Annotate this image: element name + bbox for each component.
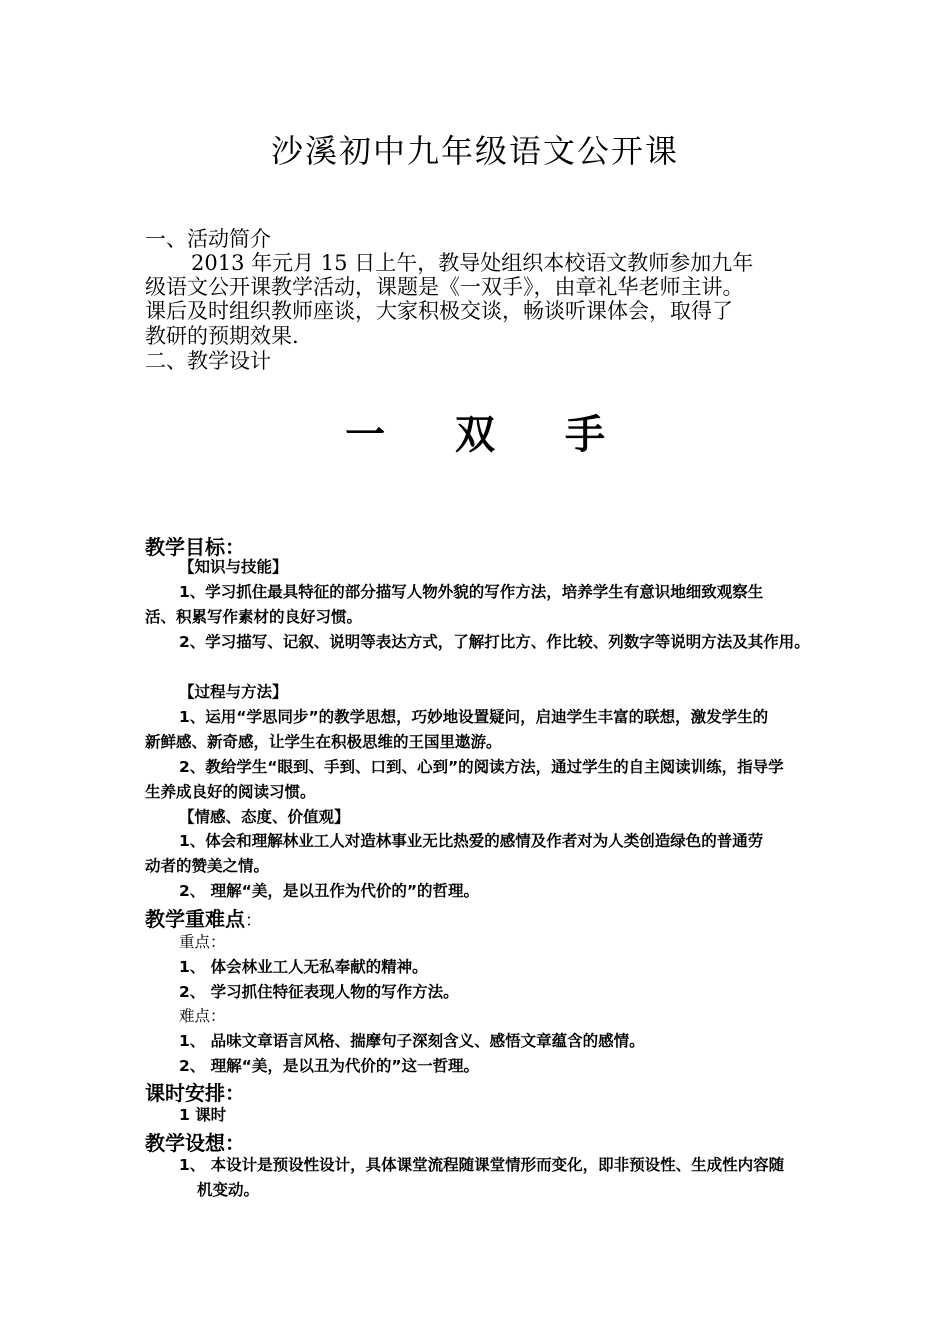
- process-item-2-line-2: 生养成良好的阅读习惯。: [145, 783, 316, 801]
- section-heading-activity: 一、活动简介: [145, 227, 271, 251]
- lesson-title-char: 一: [345, 412, 386, 458]
- lesson-title-char: 手: [564, 412, 605, 458]
- focus-item-2: 2、 学习抓住特征表现人物的写作方法。: [179, 983, 459, 1001]
- difficulty-label: 难点：: [179, 1007, 226, 1025]
- lesson-title-char: 双: [455, 412, 495, 458]
- design-item-1-line-2: 机变动。: [197, 1181, 260, 1199]
- key-points-heading-text: 教学重难点: [145, 907, 245, 931]
- process-item-2-line-1: 2、教给学生“眼到、手到、口到、心到”的阅读方法，通过学生的自主阅读训练，指导学: [179, 758, 784, 776]
- knowledge-item-2: 2、学习描写、记叙、说明等表达方式，了解打比方、作比较、列数字等说明方法及其作用。: [179, 633, 810, 651]
- emotion-heading: 【情感、态度、价值观】: [179, 808, 350, 826]
- objectives-heading: 教学目标：: [145, 535, 245, 559]
- design-item-1-line-1: 1、 本设计是预设性设计，具体课堂流程随课堂情形而变化，即非预设性、生成性内容随: [179, 1156, 785, 1174]
- document-title: 沙溪初中九年级语文公开课: [270, 132, 679, 170]
- intro-line-3: 课后及时组织教师座谈，大家积极交谈，畅谈听课体会，取得了: [145, 299, 733, 323]
- difficulty-item-1: 1、 品味文章语言风格、揣摩句子深刻含义、感悟文章蕴含的感情。: [179, 1032, 645, 1050]
- emotion-item-2: 2、 理解“美，是以丑作为代价的”的哲理。: [179, 882, 480, 900]
- process-heading: 【过程与方法】: [179, 683, 288, 701]
- intro-line-1: 2013 年元月 15 日上午，教导处组织本校语文教师参加九年: [191, 251, 754, 275]
- emotion-item-1-line-2: 动者的赞美之情。: [145, 857, 270, 875]
- key-points-heading: [145, 903, 262, 932]
- process-item-1-line-2: 新鲜感、新奇感，让学生在积极思维的王国里遨游。: [145, 733, 502, 751]
- emotion-item-1-line-1: 1、体会和理解林业工人对造林事业无比热爱的感情及作者对为人类创造绿色的普通劳: [179, 832, 764, 850]
- knowledge-heading: 【知识与技能】: [179, 558, 288, 576]
- design-heading: 教学设想：: [145, 1131, 245, 1155]
- key-points-heading-colon: ：: [245, 911, 262, 931]
- process-item-1-line-1: 1、运用“学思同步”的教学思想，巧妙地设置疑问，启迪学生丰富的联想，激发学生的: [179, 708, 769, 726]
- focus-label: 重点：: [179, 933, 226, 951]
- section-heading-design: 二、教学设计: [145, 349, 271, 373]
- schedule-heading: 课时安排：: [145, 1081, 245, 1105]
- difficulty-item-2: 2、 理解“美，是以丑为代价的”这一哲理。: [179, 1057, 480, 1075]
- lesson-title: [0, 403, 950, 460]
- schedule-value: 1 课时: [179, 1106, 227, 1124]
- knowledge-item-1-line-1: 1、学习抓住最具特征的部分描写人物外貌的写作方法，培养学生有意识地细致观察生: [179, 583, 764, 601]
- focus-item-1: 1、 体会林业工人无私奉献的精神。: [179, 958, 428, 976]
- intro-line-2: 级语文公开课教学活动，课题是《一双手》，由章礼华老师主讲。: [145, 275, 744, 299]
- intro-line-4: 教研的预期效果.: [145, 324, 299, 348]
- knowledge-item-1-line-2: 活、积累写作素材的良好习惯。: [145, 608, 363, 626]
